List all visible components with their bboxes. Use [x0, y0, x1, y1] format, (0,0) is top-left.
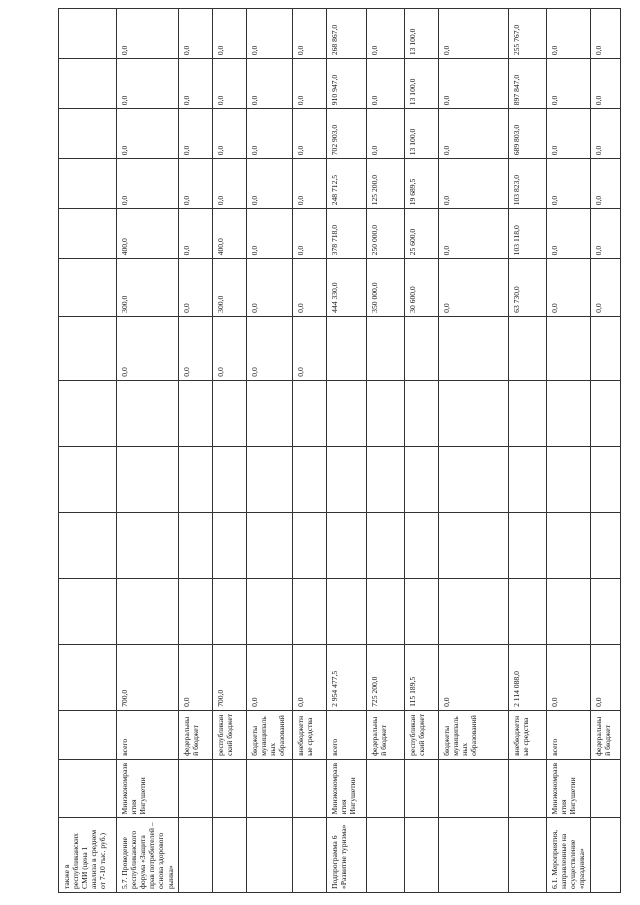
- value-cell: [404, 316, 438, 380]
- value-cell: 350 000,0: [366, 259, 404, 317]
- table-row: [590, 9, 620, 893]
- measure-name-cell: [246, 818, 292, 893]
- value-cell: 0,0: [117, 9, 179, 59]
- measure-name-cell: [404, 818, 438, 893]
- value-cell: 300,0: [212, 259, 246, 317]
- value-cell: [117, 578, 179, 644]
- executor-cell: [212, 759, 246, 818]
- value-cell: 910 947,0: [326, 59, 366, 109]
- value-cell: 702 903,0: [326, 109, 366, 159]
- funding-source-cell: республиканский бюджет: [404, 710, 438, 759]
- executor-cell: Минэкономразвития Ингушетии: [546, 759, 590, 818]
- value-cell: 0,0: [590, 9, 620, 59]
- executor-cell: [246, 759, 292, 818]
- executor-cell: [366, 759, 404, 818]
- value-cell: [366, 446, 404, 512]
- value-cell: 13 100,0: [404, 9, 438, 59]
- value-cell: 0,0: [438, 109, 508, 159]
- value-cell: [178, 380, 212, 446]
- value-cell: 0,0: [366, 9, 404, 59]
- value-cell: [212, 512, 246, 578]
- value-cell: [59, 380, 117, 446]
- executor-cell: [59, 759, 117, 818]
- funding-source-cell: федеральный бюджет: [366, 710, 404, 759]
- measure-name-cell: [366, 818, 404, 893]
- funding-source-cell: федеральный бюджет: [178, 710, 212, 759]
- value-cell: 300,0: [117, 259, 179, 317]
- value-cell: 0,0: [117, 159, 179, 209]
- value-cell: 0,0: [178, 9, 212, 59]
- value-cell: 0,0: [178, 259, 212, 317]
- value-cell: 30 600,0: [404, 259, 438, 317]
- value-cell: [326, 380, 366, 446]
- table-row: [546, 9, 590, 893]
- value-cell: [438, 578, 508, 644]
- value-cell: 0,0: [212, 109, 246, 159]
- measure-name-cell: Подпрограмма 6 «Развитие туризма»: [326, 818, 366, 893]
- value-cell: [366, 512, 404, 578]
- measure-name-cell: [508, 818, 546, 893]
- funding-source-cell: всего: [117, 710, 179, 759]
- value-cell: 0,0: [117, 109, 179, 159]
- value-cell: 0,0: [590, 109, 620, 159]
- measure-name-cell: [178, 818, 212, 893]
- value-cell: [590, 380, 620, 446]
- funding-source-cell: [59, 710, 117, 759]
- value-cell: [212, 380, 246, 446]
- measure-name-cell: [438, 818, 508, 893]
- value-cell: 0,0: [292, 9, 326, 59]
- value-cell: 0,0: [366, 109, 404, 159]
- value-cell: 400,0: [117, 209, 179, 259]
- total-cell: 0,0: [546, 644, 590, 710]
- value-cell: 0,0: [246, 209, 292, 259]
- value-cell: 0,0: [246, 159, 292, 209]
- value-cell: 0,0: [178, 159, 212, 209]
- value-cell: 0,0: [438, 159, 508, 209]
- executor-cell: [292, 759, 326, 818]
- value-cell: 0,0: [212, 9, 246, 59]
- value-cell: [366, 380, 404, 446]
- value-cell: [590, 578, 620, 644]
- executor-cell: [590, 759, 620, 818]
- value-cell: [326, 316, 366, 380]
- value-cell: 0,0: [590, 209, 620, 259]
- executor-cell: [508, 759, 546, 818]
- value-cell: [326, 446, 366, 512]
- value-cell: 0,0: [117, 59, 179, 109]
- executor-cell: Минэкономразвития Ингушетии: [326, 759, 366, 818]
- value-cell: 0,0: [438, 9, 508, 59]
- value-cell: [246, 512, 292, 578]
- value-cell: [117, 380, 179, 446]
- total-cell: 700,0: [212, 644, 246, 710]
- value-cell: 0,0: [546, 59, 590, 109]
- funding-source-cell: внебюджетные средства: [508, 710, 546, 759]
- value-cell: 0,0: [178, 109, 212, 159]
- value-cell: [508, 316, 546, 380]
- total-cell: 0,0: [246, 644, 292, 710]
- value-cell: 400,0: [212, 209, 246, 259]
- table-row: [292, 9, 326, 893]
- funding-source-cell: всего: [326, 710, 366, 759]
- value-cell: [59, 159, 117, 209]
- table-row: [59, 9, 117, 893]
- value-cell: [404, 578, 438, 644]
- value-cell: 13 100,0: [404, 109, 438, 159]
- value-cell: 0,0: [246, 109, 292, 159]
- value-cell: [438, 380, 508, 446]
- value-cell: 125 200,0: [366, 159, 404, 209]
- table-row: [178, 9, 212, 893]
- value-cell: 0,0: [546, 109, 590, 159]
- value-cell: [438, 512, 508, 578]
- value-cell: 63 730,0: [508, 259, 546, 317]
- value-cell: 0,0: [438, 209, 508, 259]
- value-cell: [546, 380, 590, 446]
- value-cell: 0,0: [246, 259, 292, 317]
- measure-name-cell: 5.7. Проведение республиканского форума «Защита прав потребителей – основа здорового рынка»: [117, 818, 179, 893]
- value-cell: 0,0: [590, 259, 620, 317]
- value-cell: 0,0: [438, 59, 508, 109]
- value-cell: 0,0: [246, 9, 292, 59]
- measure-name-cell: [590, 818, 620, 893]
- value-cell: 103 823,0: [508, 159, 546, 209]
- measure-name-cell: также в республиканских СМИ (цена 1 анализа в среднем от 7-10 тыс. руб.): [59, 818, 117, 893]
- value-cell: [117, 512, 179, 578]
- value-cell: [438, 316, 508, 380]
- value-cell: 0,0: [212, 59, 246, 109]
- value-cell: [59, 109, 117, 159]
- total-cell: 2 954 477,5: [326, 644, 366, 710]
- value-cell: [546, 446, 590, 512]
- value-cell: 0,0: [117, 316, 179, 380]
- total-cell: 700,0: [117, 644, 179, 710]
- funding-source-cell: республиканский бюджет: [212, 710, 246, 759]
- value-cell: 250 000,0: [366, 209, 404, 259]
- table-row: [438, 9, 508, 893]
- value-cell: [178, 512, 212, 578]
- value-cell: 0,0: [212, 316, 246, 380]
- value-cell: [246, 380, 292, 446]
- executor-cell: Минэкономразвития Ингушетии: [117, 759, 179, 818]
- measure-name-cell: [212, 818, 246, 893]
- table-row: [326, 9, 366, 893]
- value-cell: [212, 578, 246, 644]
- value-cell: 0,0: [246, 316, 292, 380]
- value-cell: 0,0: [178, 316, 212, 380]
- value-cell: [404, 446, 438, 512]
- value-cell: 0,0: [546, 209, 590, 259]
- value-cell: 0,0: [546, 259, 590, 317]
- measure-name-cell: [292, 818, 326, 893]
- value-cell: 897 847,0: [508, 59, 546, 109]
- value-cell: [508, 578, 546, 644]
- table-row: [366, 9, 404, 893]
- value-cell: [59, 578, 117, 644]
- value-cell: 0,0: [212, 159, 246, 209]
- value-cell: 0,0: [292, 109, 326, 159]
- value-cell: 13 100,0: [404, 59, 438, 109]
- value-cell: [59, 59, 117, 109]
- value-cell: 0,0: [292, 209, 326, 259]
- funding-source-cell: федеральный бюджет: [590, 710, 620, 759]
- value-cell: [438, 446, 508, 512]
- value-cell: [546, 578, 590, 644]
- value-cell: [59, 259, 117, 317]
- total-cell: 0,0: [438, 644, 508, 710]
- value-cell: [292, 380, 326, 446]
- value-cell: 0,0: [292, 159, 326, 209]
- value-cell: 103 118,0: [508, 209, 546, 259]
- funding-source-cell: всего: [546, 710, 590, 759]
- value-cell: 268 867,0: [326, 9, 366, 59]
- value-cell: [590, 512, 620, 578]
- value-cell: [404, 380, 438, 446]
- executor-cell: [404, 759, 438, 818]
- executor-cell: [178, 759, 212, 818]
- funding-source-cell: бюджеты муниципальных образований: [438, 710, 508, 759]
- value-cell: [546, 316, 590, 380]
- value-cell: [590, 316, 620, 380]
- value-cell: [292, 512, 326, 578]
- value-cell: [178, 446, 212, 512]
- total-cell: 725 200,0: [366, 644, 404, 710]
- value-cell: [59, 512, 117, 578]
- value-cell: [404, 512, 438, 578]
- table-row: [508, 9, 546, 893]
- table-row: [212, 9, 246, 893]
- value-cell: [326, 578, 366, 644]
- value-cell: [508, 446, 546, 512]
- total-cell: 115 189,5: [404, 644, 438, 710]
- total-cell: 0,0: [292, 644, 326, 710]
- value-cell: [59, 209, 117, 259]
- value-cell: [508, 512, 546, 578]
- value-cell: [59, 446, 117, 512]
- value-cell: [292, 446, 326, 512]
- value-cell: [246, 578, 292, 644]
- table-row: [246, 9, 292, 893]
- value-cell: 25 600,0: [404, 209, 438, 259]
- value-cell: 0,0: [178, 59, 212, 109]
- value-cell: 0,0: [546, 9, 590, 59]
- value-cell: [178, 578, 212, 644]
- value-cell: [117, 446, 179, 512]
- value-cell: [246, 446, 292, 512]
- measure-name-cell: 6.1. Мероприятия, направленные на осуществление «праздника»: [546, 818, 590, 893]
- value-cell: 378 718,0: [326, 209, 366, 259]
- value-cell: [212, 446, 246, 512]
- value-cell: 444 330,0: [326, 259, 366, 317]
- value-cell: 0,0: [590, 159, 620, 209]
- value-cell: 0,0: [546, 159, 590, 209]
- funding-source-cell: внебюджетные средства: [292, 710, 326, 759]
- value-cell: [292, 578, 326, 644]
- funding-source-cell: бюджеты муниципальных образований: [246, 710, 292, 759]
- value-cell: 0,0: [292, 316, 326, 380]
- budget-table: [58, 8, 621, 893]
- total-cell: 0,0: [590, 644, 620, 710]
- total-cell: [59, 644, 117, 710]
- value-cell: [508, 380, 546, 446]
- value-cell: 0,0: [366, 59, 404, 109]
- value-cell: [59, 9, 117, 59]
- value-cell: [366, 578, 404, 644]
- value-cell: 0,0: [438, 259, 508, 317]
- total-cell: 2 114 088,0: [508, 644, 546, 710]
- value-cell: [546, 512, 590, 578]
- value-cell: [366, 316, 404, 380]
- table-row: [117, 9, 179, 893]
- total-cell: 0,0: [178, 644, 212, 710]
- executor-cell: [438, 759, 508, 818]
- value-cell: [590, 446, 620, 512]
- value-cell: 19 689,5: [404, 159, 438, 209]
- table-row: [404, 9, 438, 893]
- value-cell: 0,0: [178, 209, 212, 259]
- value-cell: [59, 316, 117, 380]
- value-cell: [326, 512, 366, 578]
- value-cell: 689 803,0: [508, 109, 546, 159]
- value-cell: 248 712,5: [326, 159, 366, 209]
- value-cell: 0,0: [246, 59, 292, 109]
- value-cell: 255 767,0: [508, 9, 546, 59]
- value-cell: 0,0: [590, 59, 620, 109]
- value-cell: 0,0: [292, 259, 326, 317]
- value-cell: 0,0: [292, 59, 326, 109]
